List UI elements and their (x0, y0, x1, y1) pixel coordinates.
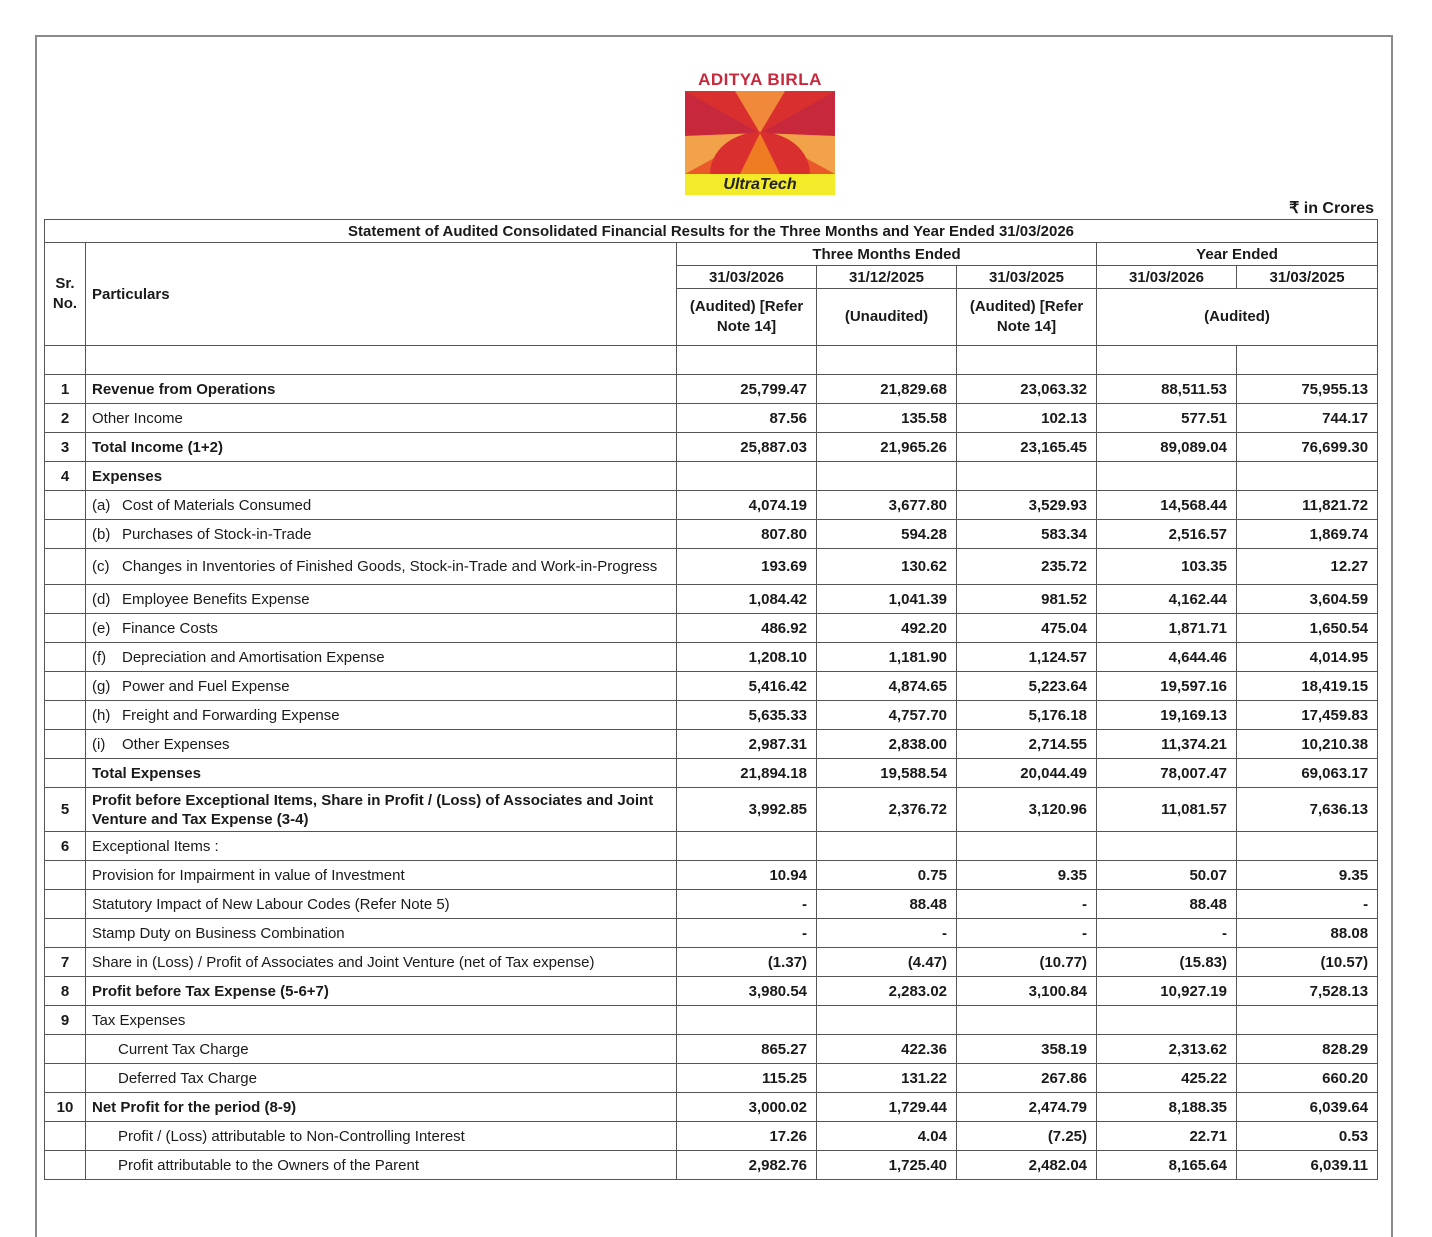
sr-no-cell: 3 (45, 433, 86, 462)
sr-no-cell (45, 1151, 86, 1180)
value-cell: 87.56 (677, 404, 817, 433)
value-cell: 4,074.19 (677, 491, 817, 520)
value-cell (1097, 462, 1237, 491)
table-row (45, 832, 1378, 861)
value-cell: 2,283.02 (817, 977, 957, 1006)
value-cell: 19,597.16 (1097, 672, 1237, 701)
value-cell: (15.83) (1097, 948, 1237, 977)
value-cell: 583.34 (957, 520, 1097, 549)
value-cell: 828.29 (1237, 1035, 1378, 1064)
value-cell (1097, 832, 1237, 861)
value-cell: 89,089.04 (1097, 433, 1237, 462)
table-row (45, 1035, 1378, 1064)
particulars-cell: Expenses (86, 462, 677, 491)
particulars-cell (86, 672, 677, 701)
value-cell: 744.17 (1237, 404, 1378, 433)
value-cell: 88.48 (817, 890, 957, 919)
particulars-cell: Revenue from Operations (86, 375, 677, 404)
table-title: Statement of Audited Consolidated Financial Results for the Three Months and Year Ended 31/03/2026 (45, 220, 1378, 243)
value-cell: - (1097, 919, 1237, 948)
value-cell: 358.19 (957, 1035, 1097, 1064)
particulars-header: Particulars (86, 243, 677, 346)
table-row (45, 977, 1378, 1006)
sr-no-cell (45, 549, 86, 585)
table-row (45, 491, 1378, 520)
logo-brand: UltraTech (685, 174, 835, 195)
value-cell: 594.28 (817, 520, 957, 549)
value-cell: 1,869.74 (1237, 520, 1378, 549)
value-cell: 4,162.44 (1097, 585, 1237, 614)
table-row (45, 404, 1378, 433)
particulars-cell (86, 520, 677, 549)
particulars-cell: Provision for Impairment in value of Investment (86, 861, 677, 890)
value-cell: 20,044.49 (957, 759, 1097, 788)
value-cell: 22.71 (1097, 1122, 1237, 1151)
value-cell: - (957, 890, 1097, 919)
table-row (45, 730, 1378, 759)
value-cell: 8,188.35 (1097, 1093, 1237, 1122)
value-cell: 18,419.15 (1237, 672, 1378, 701)
table-row (45, 614, 1378, 643)
item-label: Changes in Inventories of Finished Goods, Stock-in-Trade and Work-in-Progress (122, 558, 658, 575)
particulars-cell (86, 614, 677, 643)
value-cell: 3,677.80 (817, 491, 957, 520)
particulars-cell: Deferred Tax Charge (86, 1064, 677, 1093)
value-cell: 130.62 (817, 549, 957, 585)
value-cell: 12.27 (1237, 549, 1378, 585)
value-cell: 6,039.11 (1237, 1151, 1378, 1180)
sr-no-cell: 9 (45, 1006, 86, 1035)
column-date: 31/03/2025 (957, 266, 1097, 289)
value-cell: 807.80 (677, 520, 817, 549)
value-cell: 11,821.72 (1237, 491, 1378, 520)
sunburst-logo-icon (685, 91, 835, 174)
table-row (45, 861, 1378, 890)
table-row (45, 759, 1378, 788)
value-cell: 6,039.64 (1237, 1093, 1378, 1122)
item-letter: (a) (92, 496, 111, 514)
value-cell (1237, 1006, 1378, 1035)
table-row (45, 701, 1378, 730)
value-cell: 2,982.76 (677, 1151, 817, 1180)
particulars-cell: Profit / (Loss) attributable to Non-Controlling Interest (86, 1122, 677, 1151)
table-row (45, 1006, 1378, 1035)
item-label: Employee Benefits Expense (122, 590, 310, 608)
value-cell: 4,014.95 (1237, 643, 1378, 672)
sr-no-cell: 10 (45, 1093, 86, 1122)
particulars-cell: Statutory Impact of New Labour Codes (Refer Note 5) (86, 890, 677, 919)
particulars-cell: Net Profit for the period (8-9) (86, 1093, 677, 1122)
item-label: Purchases of Stock-in-Trade (122, 525, 312, 543)
value-cell: 5,635.33 (677, 701, 817, 730)
particulars-cell: Total Income (1+2) (86, 433, 677, 462)
value-cell: 1,871.71 (1097, 614, 1237, 643)
sr-no-cell (45, 672, 86, 701)
value-cell: 4.04 (817, 1122, 957, 1151)
year-ended-header: Year Ended (1097, 243, 1378, 266)
item-letter: (h) (92, 706, 111, 724)
value-cell (1097, 1006, 1237, 1035)
item-letter: (e) (92, 619, 111, 637)
item-label: Cost of Materials Consumed (122, 496, 312, 514)
value-cell: 4,874.65 (817, 672, 957, 701)
sr-no-cell (45, 730, 86, 759)
particulars-cell: Exceptional Items : (86, 832, 677, 861)
value-cell: 10,210.38 (1237, 730, 1378, 759)
value-cell: 88.48 (1097, 890, 1237, 919)
company-logo (684, 70, 836, 195)
item-label: Finance Costs (122, 619, 218, 637)
sr-no-cell (45, 919, 86, 948)
table-row (45, 585, 1378, 614)
item-letter: (i) (92, 735, 106, 753)
value-cell: 2,714.55 (957, 730, 1097, 759)
column-date: 31/03/2025 (1237, 266, 1378, 289)
value-cell: 76,699.30 (1237, 433, 1378, 462)
sr-no-header: Sr. No. (45, 243, 86, 346)
value-cell: 422.36 (817, 1035, 957, 1064)
value-cell: 17,459.83 (1237, 701, 1378, 730)
value-cell: (10.57) (1237, 948, 1378, 977)
value-cell: 25,887.03 (677, 433, 817, 462)
column-date: 31/12/2025 (817, 266, 957, 289)
value-cell (817, 462, 957, 491)
table-row (45, 890, 1378, 919)
value-cell: 193.69 (677, 549, 817, 585)
table-row (45, 549, 1378, 585)
table-row (45, 919, 1378, 948)
sr-no-cell (45, 491, 86, 520)
value-cell (677, 462, 817, 491)
value-cell: - (957, 919, 1097, 948)
value-cell (957, 1006, 1097, 1035)
value-cell: 2,474.79 (957, 1093, 1097, 1122)
particulars-cell: Current Tax Charge (86, 1035, 677, 1064)
value-cell: 1,084.42 (677, 585, 817, 614)
value-cell: 5,176.18 (957, 701, 1097, 730)
sr-no-cell (45, 643, 86, 672)
item-letter: (d) (92, 590, 111, 608)
particulars-cell: Other Income (86, 404, 677, 433)
value-cell: 10.94 (677, 861, 817, 890)
value-cell: 8,165.64 (1097, 1151, 1237, 1180)
table-row (45, 643, 1378, 672)
value-cell: 69,063.17 (1237, 759, 1378, 788)
value-cell (957, 462, 1097, 491)
value-cell: 14,568.44 (1097, 491, 1237, 520)
logo-group-name: ADITYA BIRLA (698, 70, 822, 89)
value-cell (677, 1006, 817, 1035)
table-row (45, 948, 1378, 977)
value-cell: 115.25 (677, 1064, 817, 1093)
value-cell: 10,927.19 (1097, 977, 1237, 1006)
particulars-cell: Profit before Tax Expense (5-6+7) (86, 977, 677, 1006)
value-cell: 5,416.42 (677, 672, 817, 701)
value-cell: 9.35 (1237, 861, 1378, 890)
table-row (45, 462, 1378, 491)
value-cell: 267.86 (957, 1064, 1097, 1093)
value-cell: 11,374.21 (1097, 730, 1237, 759)
value-cell: 2,987.31 (677, 730, 817, 759)
sr-no-cell (45, 614, 86, 643)
value-cell: 9.35 (957, 861, 1097, 890)
value-cell: 3,000.02 (677, 1093, 817, 1122)
value-cell: 78,007.47 (1097, 759, 1237, 788)
three-months-ended-header: Three Months Ended (677, 243, 1097, 266)
value-cell: 1,725.40 (817, 1151, 957, 1180)
item-letter: (g) (92, 677, 111, 695)
particulars-cell: Profit attributable to the Owners of the Parent (86, 1151, 677, 1180)
value-cell: 3,992.85 (677, 788, 817, 832)
value-cell (1237, 832, 1378, 861)
particulars-cell: Share in (Loss) / Profit of Associates and Joint Venture (net of Tax expense) (86, 948, 677, 977)
value-cell: 1,650.54 (1237, 614, 1378, 643)
value-cell: 23,063.32 (957, 375, 1097, 404)
value-cell: 7,528.13 (1237, 977, 1378, 1006)
sr-no-cell (45, 1035, 86, 1064)
value-cell: (7.25) (957, 1122, 1097, 1151)
value-cell: 2,313.62 (1097, 1035, 1237, 1064)
sr-no-cell (45, 759, 86, 788)
value-cell: 21,965.26 (817, 433, 957, 462)
table-row (45, 375, 1378, 404)
value-cell: 19,169.13 (1097, 701, 1237, 730)
column-status: (Audited) (1097, 289, 1378, 346)
value-cell: 1,181.90 (817, 643, 957, 672)
value-cell: 88.08 (1237, 919, 1378, 948)
value-cell: 1,124.57 (957, 643, 1097, 672)
item-letter: (c) (92, 558, 110, 575)
sr-no-cell: 2 (45, 404, 86, 433)
value-cell: 475.04 (957, 614, 1097, 643)
particulars-cell: Total Expenses (86, 759, 677, 788)
value-cell: 3,120.96 (957, 788, 1097, 832)
value-cell: 75,955.13 (1237, 375, 1378, 404)
sr-no-cell (45, 1122, 86, 1151)
value-cell: 103.35 (1097, 549, 1237, 585)
table-row (45, 1151, 1378, 1180)
sr-no-cell: 4 (45, 462, 86, 491)
sr-no-cell: 8 (45, 977, 86, 1006)
particulars-cell (86, 730, 677, 759)
value-cell: 21,829.68 (817, 375, 957, 404)
value-cell: 19,588.54 (817, 759, 957, 788)
item-letter: (b) (92, 525, 111, 543)
value-cell: 2,838.00 (817, 730, 957, 759)
value-cell: 0.53 (1237, 1122, 1378, 1151)
particulars-cell: Profit before Exceptional Items, Share in Profit / (Loss) of Associates and Joint Venture and Tax Expense (3-4) (86, 788, 677, 832)
particulars-cell (86, 701, 677, 730)
value-cell: 0.75 (817, 861, 957, 890)
column-status: (Audited) [Refer Note 14] (957, 289, 1097, 346)
value-cell: 3,604.59 (1237, 585, 1378, 614)
value-cell: 4,644.46 (1097, 643, 1237, 672)
table-row (45, 788, 1378, 832)
sr-no-cell: 7 (45, 948, 86, 977)
column-date: 31/03/2026 (677, 266, 817, 289)
value-cell: 88,511.53 (1097, 375, 1237, 404)
value-cell: 486.92 (677, 614, 817, 643)
sr-no-cell: 6 (45, 832, 86, 861)
item-label: Depreciation and Amortisation Expense (122, 648, 385, 666)
value-cell: (4.47) (817, 948, 957, 977)
column-date: 31/03/2026 (1097, 266, 1237, 289)
value-cell: 981.52 (957, 585, 1097, 614)
sr-no-cell (45, 890, 86, 919)
value-cell: 2,516.57 (1097, 520, 1237, 549)
value-cell (817, 1006, 957, 1035)
value-cell: 235.72 (957, 549, 1097, 585)
value-cell: 135.58 (817, 404, 957, 433)
value-cell: 3,100.84 (957, 977, 1097, 1006)
value-cell: 21,894.18 (677, 759, 817, 788)
spacer-row (45, 346, 1378, 375)
value-cell: 3,529.93 (957, 491, 1097, 520)
value-cell: 11,081.57 (1097, 788, 1237, 832)
column-status: (Audited) [Refer Note 14] (677, 289, 817, 346)
item-label: Other Expenses (122, 735, 230, 753)
sr-no-cell (45, 861, 86, 890)
sr-no-cell: 5 (45, 788, 86, 832)
item-letter: (f) (92, 648, 107, 666)
value-cell: 660.20 (1237, 1064, 1378, 1093)
value-cell: 2,376.72 (817, 788, 957, 832)
particulars-cell (86, 491, 677, 520)
table-body (45, 346, 1378, 1180)
value-cell: 102.13 (957, 404, 1097, 433)
column-status: (Unaudited) (817, 289, 957, 346)
value-cell (1237, 462, 1378, 491)
table-row (45, 1122, 1378, 1151)
sr-no-cell: 1 (45, 375, 86, 404)
value-cell: 577.51 (1097, 404, 1237, 433)
value-cell: - (817, 919, 957, 948)
units-label: ₹ in Crores (1289, 200, 1374, 217)
value-cell: 492.20 (817, 614, 957, 643)
item-label: Power and Fuel Expense (122, 677, 290, 695)
value-cell: 7,636.13 (1237, 788, 1378, 832)
particulars-cell (86, 549, 677, 585)
value-cell: 1,041.39 (817, 585, 957, 614)
table-row (45, 672, 1378, 701)
value-cell: 5,223.64 (957, 672, 1097, 701)
value-cell: 1,729.44 (817, 1093, 957, 1122)
financial-results-table (44, 219, 1378, 1180)
value-cell (817, 832, 957, 861)
value-cell: - (677, 919, 817, 948)
sr-no-cell (45, 1064, 86, 1093)
value-cell: (10.77) (957, 948, 1097, 977)
value-cell: 17.26 (677, 1122, 817, 1151)
value-cell: 131.22 (817, 1064, 957, 1093)
item-label: Freight and Forwarding Expense (122, 706, 340, 724)
table-row (45, 433, 1378, 462)
value-cell: 865.27 (677, 1035, 817, 1064)
value-cell: 23,165.45 (957, 433, 1097, 462)
value-cell: - (1237, 890, 1378, 919)
value-cell (677, 832, 817, 861)
table-row (45, 1093, 1378, 1122)
value-cell: 2,482.04 (957, 1151, 1097, 1180)
value-cell: (1.37) (677, 948, 817, 977)
table-row (45, 1064, 1378, 1093)
sr-no-cell (45, 520, 86, 549)
value-cell: 50.07 (1097, 861, 1237, 890)
sr-no-cell (45, 701, 86, 730)
value-cell: 1,208.10 (677, 643, 817, 672)
particulars-cell: Stamp Duty on Business Combination (86, 919, 677, 948)
value-cell (957, 832, 1097, 861)
value-cell: - (677, 890, 817, 919)
sr-no-cell (45, 585, 86, 614)
value-cell: 3,980.54 (677, 977, 817, 1006)
particulars-cell: Tax Expenses (86, 1006, 677, 1035)
particulars-cell (86, 643, 677, 672)
value-cell: 425.22 (1097, 1064, 1237, 1093)
value-cell: 25,799.47 (677, 375, 817, 404)
value-cell: 4,757.70 (817, 701, 957, 730)
table-row (45, 520, 1378, 549)
particulars-cell (86, 585, 677, 614)
